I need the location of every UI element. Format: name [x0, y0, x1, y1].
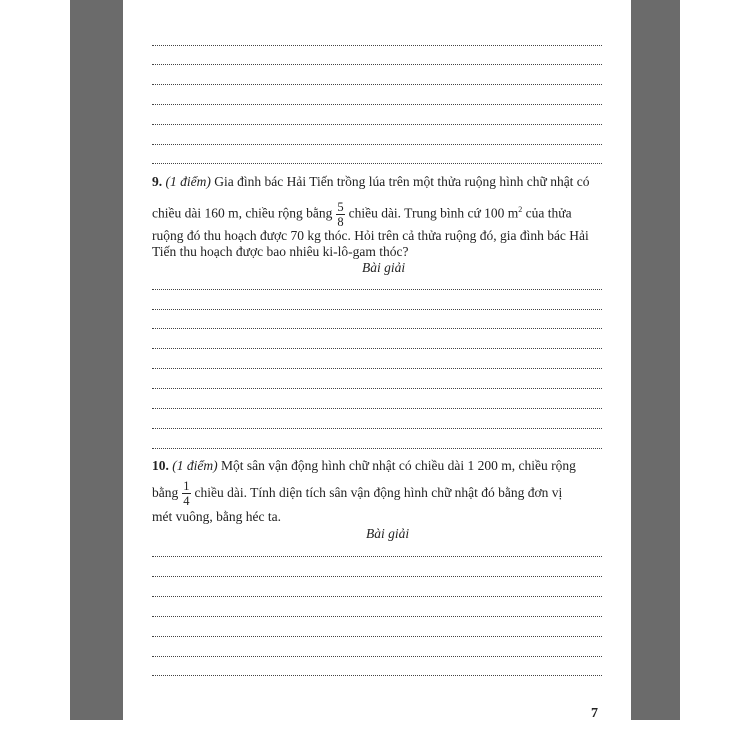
answer-line — [152, 104, 602, 105]
answer-line — [152, 675, 602, 676]
question-text: chiều dài 160 m, chiều rộng bằng — [152, 205, 333, 221]
solution-label: Bài giải — [366, 526, 410, 541]
answer-line — [152, 636, 602, 637]
question-9-line-1 — [152, 172, 590, 191]
answer-line — [152, 448, 602, 449]
superscript: 2 — [518, 205, 523, 214]
answer-line — [152, 163, 602, 164]
answer-line — [152, 656, 602, 657]
question-number: 10. — [152, 458, 169, 473]
fraction-numerator: 5 — [337, 199, 344, 214]
answer-line — [152, 328, 602, 329]
answer-line — [152, 64, 602, 65]
fraction-numerator: 1 — [183, 479, 190, 494]
answer-line — [152, 408, 602, 409]
question-text: bằng — [152, 485, 179, 500]
answer-line — [152, 124, 602, 125]
fraction-denominator: 8 — [337, 214, 344, 229]
question-10-line-1 — [152, 456, 576, 475]
solution-label: Bài giải — [362, 260, 406, 275]
answer-line — [152, 616, 602, 617]
question-text: Tiến thu hoạch được bao nhiêu ki-lô-gam thóc? — [152, 244, 409, 259]
answer-line — [152, 289, 602, 290]
question-text: Một sân vận động hình chữ nhật có chiều dài 1 200 m, chiều rộng — [220, 458, 576, 473]
answer-line — [152, 84, 602, 85]
question-number: 9. — [152, 174, 163, 189]
answer-line — [152, 309, 602, 310]
page-number: 7 — [591, 706, 598, 721]
answer-line — [152, 596, 602, 597]
question-text: mét vuông, bằng héc ta. — [152, 509, 281, 524]
answer-line — [152, 428, 602, 429]
answer-line — [152, 576, 602, 577]
fraction-denominator: 4 — [183, 494, 190, 509]
answer-line — [152, 348, 602, 349]
question-text: ruộng đó thu hoạch được 70 kg thóc. Hỏi trên cả thửa ruộng đó, gia đình bác Hải — [152, 228, 589, 243]
question-text: Gia đình bác Hải Tiến trồng lúa trên một thửa ruộng hình chữ nhật có — [214, 174, 590, 189]
fraction — [182, 479, 190, 508]
question-text: chiều dài. Tính diện tích sân vận động hình chữ nhật đó bằng đơn vị — [194, 485, 563, 500]
question-text: chiều dài. Trung bình cứ 100 m — [348, 205, 519, 221]
answer-line — [152, 388, 602, 389]
question-text: của thửa — [525, 205, 572, 221]
worksheet-page — [123, 0, 631, 720]
answer-line — [152, 144, 602, 145]
answer-line — [152, 368, 602, 369]
question-points: (1 điểm) — [172, 458, 218, 473]
question-10-line-3 — [152, 507, 281, 526]
question-points: (1 điểm) — [165, 174, 211, 189]
fraction — [336, 200, 344, 229]
answer-line — [152, 556, 602, 557]
question-9-line-4 — [152, 242, 409, 261]
answer-line — [152, 45, 602, 46]
